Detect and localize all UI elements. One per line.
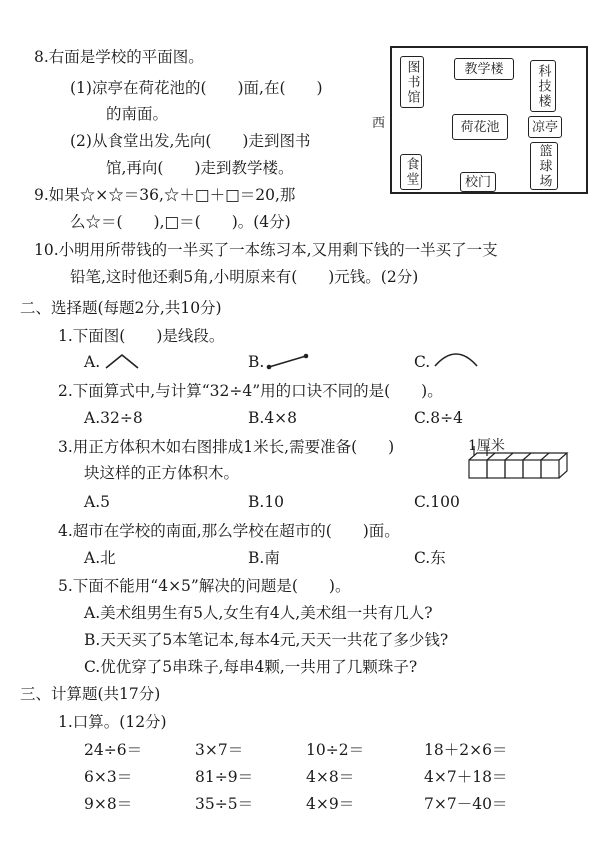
map-basketball-court: 篮球场 [530,142,558,190]
q8-part1-line2: 的南面。 [106,105,169,123]
map-canteen: 食堂 [400,154,422,190]
c3-cube-label: 1厘米 [468,438,505,454]
c2-stem: 2.下面算式中,与计算“32÷4”用的口诀不同的是( )。 [58,382,443,400]
c3-option-c: C.100 [414,493,460,511]
q10-line1: 10.小明用所带钱的一半买了一本练习本,又用剩下钱的一半买了一支 [34,241,498,259]
calc-item: 4×7＋18＝ [424,768,508,786]
c1-option-a: A. [84,353,101,371]
c1-option-b: B. [248,353,265,371]
map-science-building: 科技楼 [530,60,556,112]
calc-item: 4×9＝ [306,795,355,813]
c5-option-c: C.优优穿了5串珠子,每串4颗,一共用了几颗珠子? [84,658,418,676]
q10-line2: 铅笔,这时他还剩5角,小明原来有( )元钱。(2分) [70,268,419,286]
c3-stem-line1: 3.用正方体积木如右图排成1米长,需要准备( ) [58,438,395,456]
c4-option-b: B.南 [248,549,280,567]
calc-item: 9×8＝ [84,795,133,813]
calc-item: 18＋2×6＝ [424,741,508,759]
map-school-gate: 校门 [460,172,496,192]
calc-item: 7×7－40＝ [424,795,508,813]
calc-item: 4×8＝ [306,768,355,786]
c4-stem: 4.超市在学校的南面,那么学校在超市的( )面。 [58,522,400,540]
calc-item: 81÷9＝ [195,768,254,786]
map-pavilion: 凉亭 [528,116,562,138]
c1-stem: 1.下面图( )是线段。 [58,327,225,345]
c3-option-b: B.10 [248,493,285,511]
school-map [390,46,588,194]
c3-cube-row-figure [468,452,580,484]
calc-item: 6×3＝ [84,768,133,786]
c1-arc-figure [432,348,480,370]
section-2-title: 二、选择题(每题2分,共10分) [20,299,222,317]
c5-stem: 5.下面不能用“4×5”解决的问题是( )。 [58,577,351,595]
c1-option-c: C. [414,353,431,371]
c3-option-a: A.5 [84,493,110,511]
calc-item: 24÷6＝ [84,741,143,759]
c4-option-c: C.东 [414,549,446,567]
calc-item: 35÷5＝ [195,795,254,813]
section-3-title: 三、计算题(共17分) [20,685,161,703]
map-west-mark: 西 [372,116,386,131]
calc-title: 1.口算。(12分) [58,713,167,731]
c3-stem-line2: 块这样的正方体积木。 [84,464,240,482]
c5-option-a: A.美术组男生有5人,女生有4人,美术组一共有几人? [84,604,433,622]
map-teaching-building: 教学楼 [454,58,514,80]
calc-item: 3×7＝ [195,741,244,759]
c4-option-a: A.北 [84,549,116,567]
q8-part1-line1: (1)凉亭在荷花池的( )面,在( ) [70,79,323,97]
q9-line2: 么☆＝( ),□＝( )。(4分) [70,213,291,231]
q8-stem: 8.右面是学校的平面图。 [34,48,204,66]
c1-segment-figure [266,352,310,372]
c1-angle-figure [104,352,140,372]
c5-option-b: B.天天买了5本笔记本,每本4元,天天一共花了多少钱? [84,631,449,649]
map-library: 图书馆 [400,56,424,108]
q8-part2-line1: (2)从食堂出发,先向( )走到图书 [70,132,311,150]
q9-line1: 9.如果☆×☆＝36,☆＋□＋□＝20,那 [34,186,296,204]
q8-part2-line2: 馆,再向( )走到教学楼。 [106,159,294,177]
c2-option-b: B.4×8 [248,409,298,427]
calc-item: 10÷2＝ [306,741,365,759]
map-lotus-pond: 荷花池 [452,114,508,140]
c2-option-c: C.8÷4 [414,409,463,427]
c2-option-a: A.32÷8 [84,409,143,427]
